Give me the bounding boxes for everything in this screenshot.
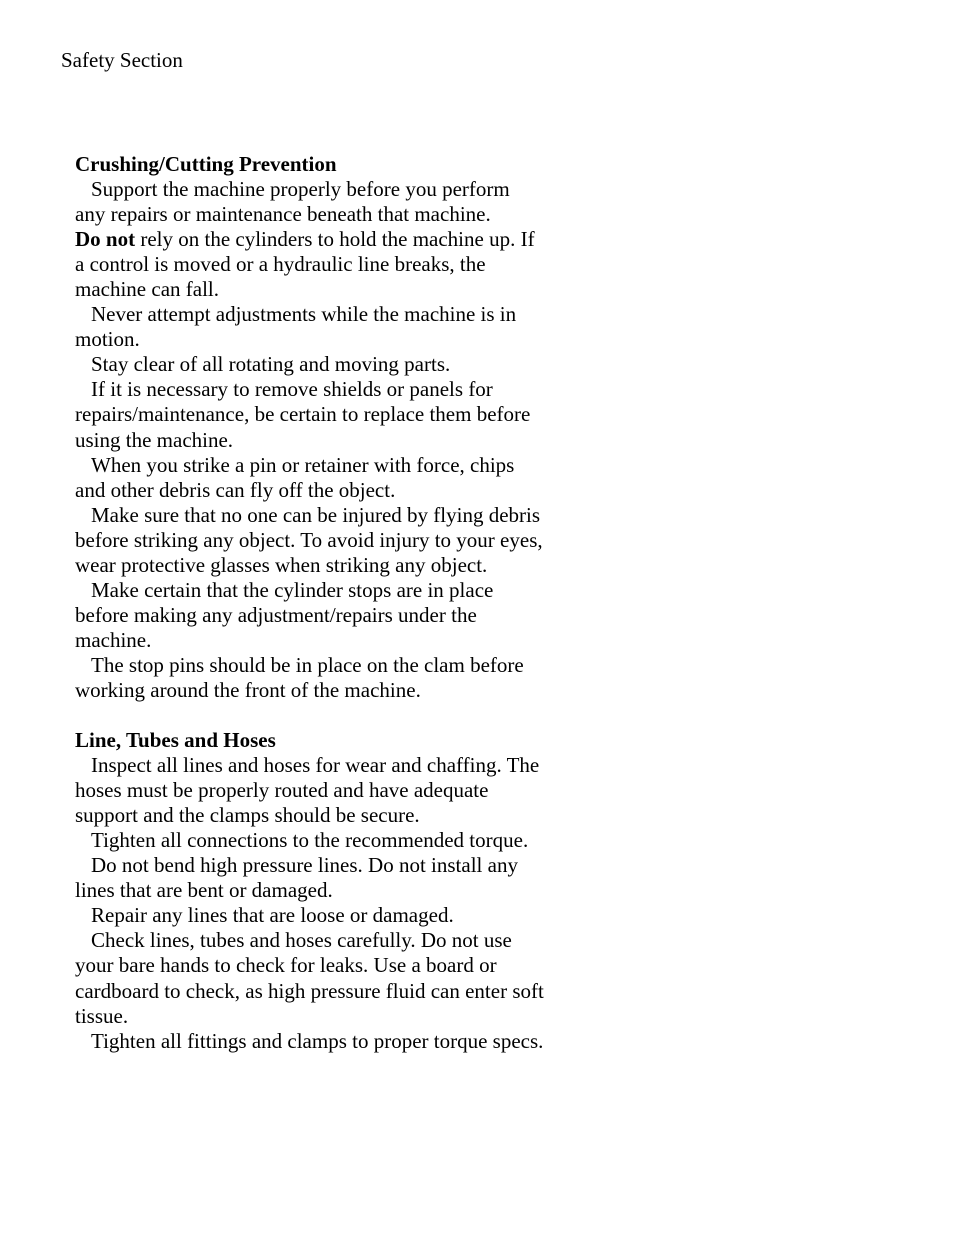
section-crushing-cutting-prevention — [75, 152, 545, 703]
warning-paragraph — [75, 227, 545, 302]
paragraph: Inspect all lines and hoses for wear and chaffing. The hoses must be properly routed and have adequate support and the clamps should be secure. — [75, 753, 540, 828]
paragraph: If it is necessary to remove shields or panels for repairs/maintenance, be certain to replace them before using the machine. — [75, 377, 531, 452]
paragraph: Check lines, tubes and hoses carefully. Do not use your bare hands to check for leaks. Use a board or cardboard to check, as high pressure fluid can enter soft tissue. — [75, 928, 544, 1028]
warning-text: rely on the cylinders to hold the machine up. If a control is moved or a hydraulic line breaks, the machine can fall. — [75, 227, 535, 302]
document-body — [75, 152, 545, 1054]
section-spacer — [75, 703, 545, 728]
paragraph: Stay clear of all rotating and moving parts. — [91, 352, 451, 377]
paragraph: Support the machine properly before you perform any repairs or maintenance beneath that machine. — [75, 177, 510, 227]
section-line-tubes-hoses — [75, 728, 545, 1054]
paragraph: When you strike a pin or retainer with force, chips and other debris can fly off the object. — [75, 452, 515, 502]
paragraph: Do not bend high pressure lines. Do not install any lines that are bent or damaged. — [75, 853, 518, 903]
warning-emphasis: Do not — [75, 227, 136, 252]
paragraph: Repair any lines that are loose or damaged. — [91, 903, 454, 928]
paragraph: Tighten all connections to the recommended torque. — [91, 828, 529, 853]
section-heading: Line, Tubes and Hoses — [75, 728, 276, 753]
paragraph: Never attempt adjustments while the machine is in motion. — [75, 302, 517, 352]
paragraph: Make certain that the cylinder stops are in place before making any adjustment/repairs under the machine. — [75, 577, 494, 652]
paragraph: Tighten all fittings and clamps to proper torque specs. — [91, 1028, 544, 1053]
running-head: Safety Section — [61, 48, 183, 72]
paragraph: Make sure that no one can be injured by flying debris before striking any object. To avoid injury to your eyes, wear protective glasses when striking any object. — [75, 502, 543, 577]
paragraph: The stop pins should be in place on the clam before working around the front of the machine. — [75, 652, 524, 702]
section-heading: Crushing/Cutting Prevention — [75, 152, 337, 176]
